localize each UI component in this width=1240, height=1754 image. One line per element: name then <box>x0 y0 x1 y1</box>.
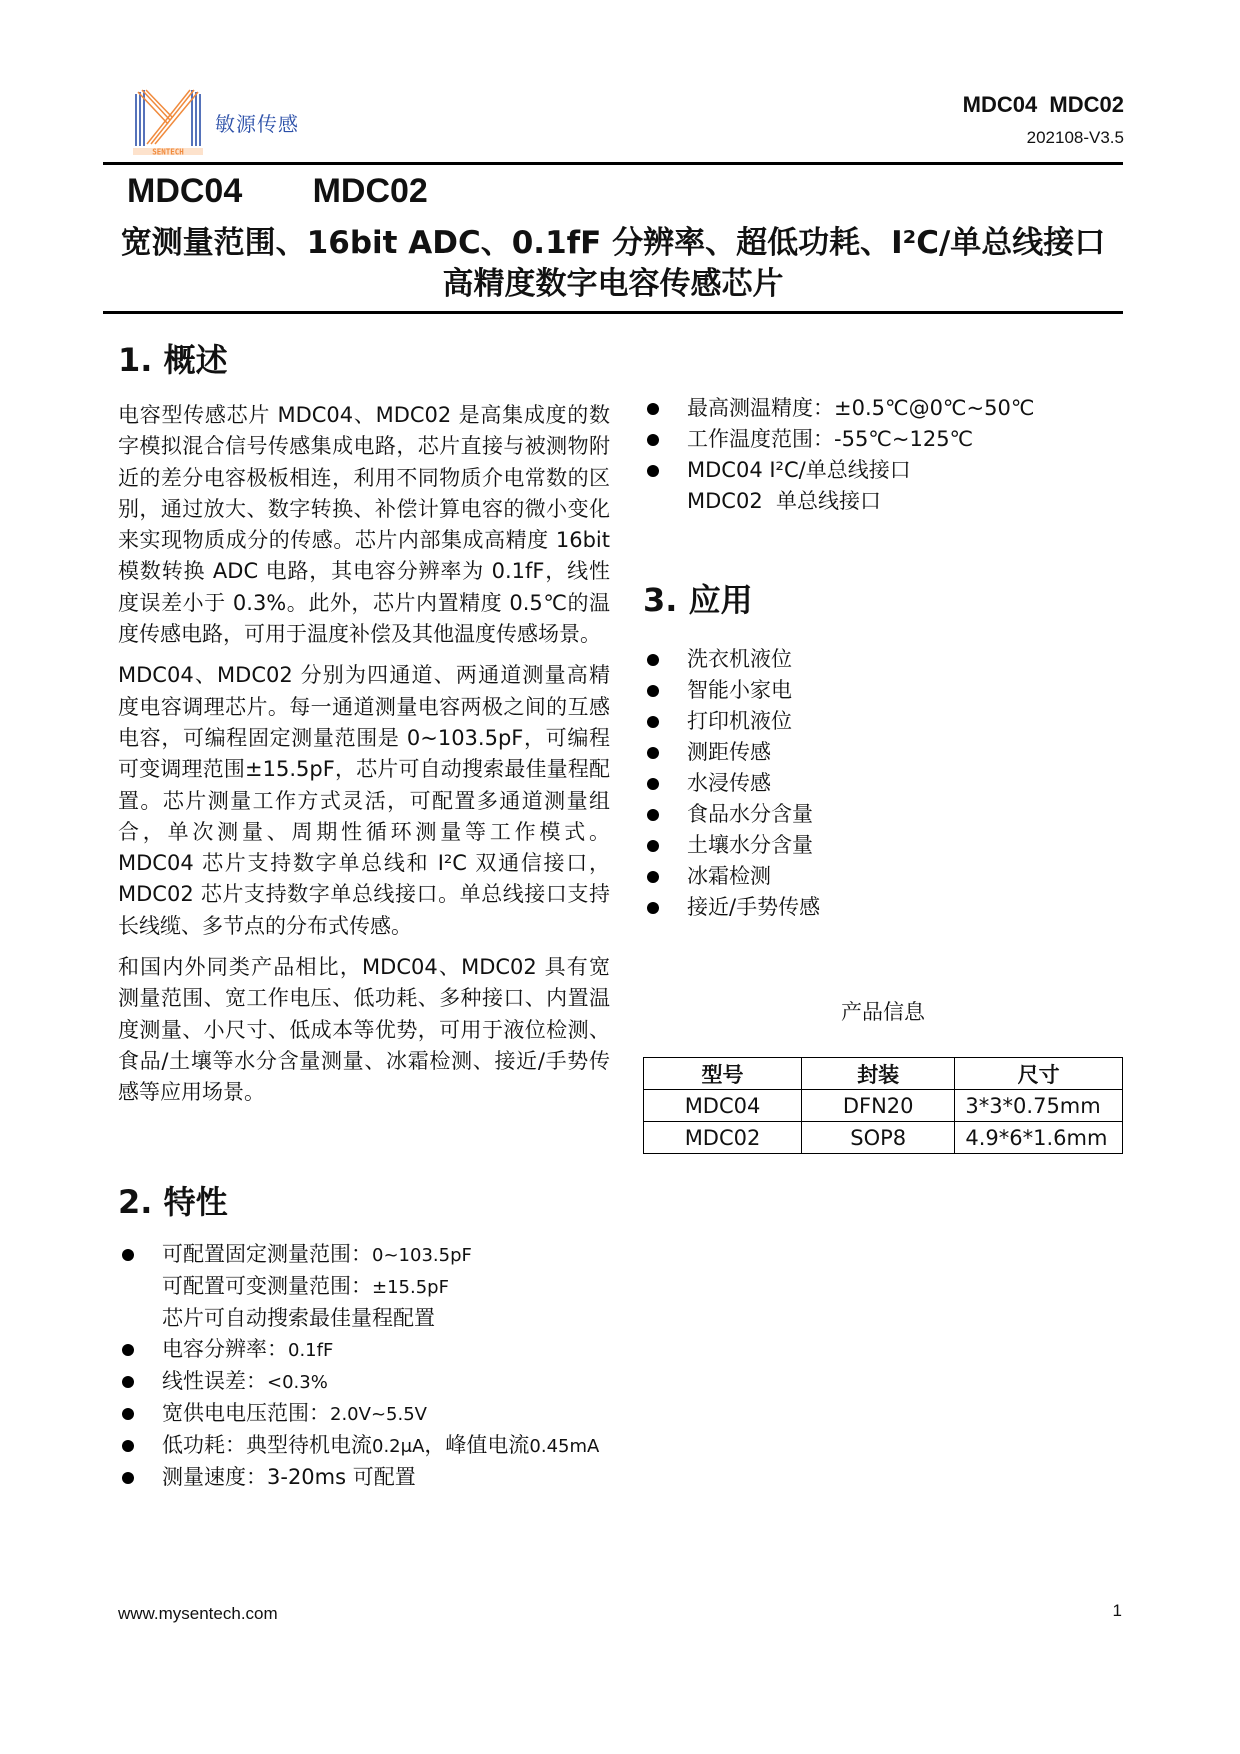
bullet-icon <box>647 465 659 477</box>
table-row <box>644 1090 1123 1122</box>
section-features-heading: 2. 特性 <box>118 1183 228 1221</box>
feature-item-interface: MDC04 I²C/单总线接口 MDC02 单总线接口 <box>643 455 1123 517</box>
bullet-icon <box>122 1344 134 1356</box>
bullet-icon <box>647 654 659 666</box>
title-subtitle: 宽测量范围、16bit ADC、0.1fF 分辨率、超低功耗、I²C/单总线接口 <box>120 225 1106 261</box>
bullet-icon <box>122 1408 134 1420</box>
feature-item-temp-accuracy: 最高测温精度：±0.5℃@0℃~50℃ <box>643 393 1123 424</box>
title-rule <box>103 311 1123 314</box>
bullet-icon <box>122 1249 134 1261</box>
cell-package: SOP8 <box>802 1122 955 1154</box>
application-item: 智能小家电 <box>643 675 1123 706</box>
title-models: MDC04 MDC02 <box>127 172 428 210</box>
application-item: 测距传感 <box>643 737 1123 768</box>
application-item: 土壤水分含量 <box>643 830 1123 861</box>
bullet-icon <box>647 747 659 759</box>
product-info-table <box>643 1057 1123 1154</box>
bullet-icon <box>647 716 659 728</box>
feature-item-power: 低功耗：典型待机电流0.2μA，峰值电流0.45mA <box>118 1430 638 1462</box>
column-header-size: 尺寸 <box>955 1058 1123 1090</box>
application-item: 食品水分含量 <box>643 799 1123 830</box>
feature-item-linearity: 线性误差：<0.3% <box>118 1366 638 1398</box>
feature-item-speed: 测量速度：3-20ms 可配置 <box>118 1462 638 1493</box>
bullet-icon <box>122 1472 134 1484</box>
company-logo <box>133 86 203 156</box>
cell-model: MDC04 <box>644 1090 802 1122</box>
application-item: 洗衣机液位 <box>643 644 1123 675</box>
overview-paragraph: 电容型传感芯片 MDC04、MDC02 是高集成度的数字模拟混合信号传感集成电路，芯片直接与被测物附近的差分电容极板相连，利用不同物质介电常数的区别，通过放大、数字转换、补偿计算电容的微小变化来实现物质成分的传感。芯片内部集成高精度 16bit 模数转换 ADC 电路，其电容分辨率为 0.1fF，线性度误差小于 0.3%。此外，芯片内置精度 0.5℃的温度传感电路，可用于温度补偿及其他温度传感场景。 <box>118 403 610 647</box>
footer-website-link[interactable]: www.mysentech.com <box>118 1604 278 1623</box>
applications-list <box>643 644 1123 923</box>
svg-text:SENTECH: SENTECH <box>152 147 184 156</box>
section-applications-heading: 3. 应用 <box>643 581 753 619</box>
overview-paragraph: MDC04、MDC02 分别为四通道、两通道测量高精度电容调理芯片。每一通道测量电容两极之间的互感电容，可编程固定测量范围是 0~103.5pF，可编程可变调理范围±15.5pF，芯片可自动搜索最佳量程配置。芯片测量工作方式灵活，可配置多通道测量组合，单次测量、周期性循环测量等工作模式。MDC04 芯片支持数字单总线和 I²C 双通信接口，MDC02 芯片支持数字单总线接口。单总线接口支持长线缆、多节点的分布式传感。 <box>118 663 610 938</box>
feature-item-range: 可配置固定测量范围：0~103.5pF 可配置可变测量范围：±15.5pF 芯片可自动搜索最佳量程配置 <box>118 1239 638 1334</box>
bullet-icon <box>647 809 659 821</box>
title-product-type: 高精度数字电容传感芯片 <box>442 266 784 302</box>
bullet-icon <box>647 403 659 415</box>
application-item: 接近/手势传感 <box>643 892 1123 923</box>
cell-size: 4.9*6*1.6mm <box>955 1122 1123 1154</box>
bullet-icon <box>647 685 659 697</box>
cell-package: DFN20 <box>802 1090 955 1122</box>
bullet-icon <box>647 871 659 883</box>
header-meta <box>963 92 1124 148</box>
bullet-icon <box>647 902 659 914</box>
application-item: 打印机液位 <box>643 706 1123 737</box>
column-header-model: 型号 <box>644 1058 802 1090</box>
table-row <box>644 1122 1123 1154</box>
bullet-icon <box>647 840 659 852</box>
features-list <box>118 1239 638 1493</box>
header-rule <box>103 162 1123 165</box>
cell-model: MDC02 <box>644 1122 802 1154</box>
bullet-icon <box>647 778 659 790</box>
company-name: 敏源传感 <box>215 112 299 136</box>
header-models: MDC04 MDC02 <box>962 92 1124 117</box>
overview-paragraph: 和国内外同类产品相比，MDC04、MDC02 具有宽测量范围、宽工作电压、低功耗、多种接口、内置温度测量、小尺寸、低成本等优势，可用于液位检测、食品/土壤等水分含量测量、冰霜检测、接近/手势传感等应用场景。 <box>118 955 610 1105</box>
column-header-package: 封装 <box>802 1058 955 1090</box>
bullet-icon <box>122 1376 134 1388</box>
bullet-icon <box>647 434 659 446</box>
header-version: 202108-V3.5 <box>1026 128 1124 147</box>
features-list-continued <box>643 393 1123 517</box>
page-number: 1 <box>1112 1601 1122 1620</box>
application-item: 水浸传感 <box>643 768 1123 799</box>
section-overview-heading: 1. 概述 <box>118 341 228 379</box>
feature-item-resolution: 电容分辨率：0.1fF <box>118 1334 638 1366</box>
logo-m-icon <box>133 86 203 156</box>
overview-body <box>118 400 610 1109</box>
cell-size: 3*3*0.75mm <box>955 1090 1123 1122</box>
product-info-caption: 产品信息 <box>841 1000 925 1024</box>
bullet-icon <box>122 1440 134 1452</box>
feature-item-voltage: 宽供电电压范围：2.0V~5.5V <box>118 1398 638 1430</box>
feature-item-temp-range: 工作温度范围：-55℃~125℃ <box>643 424 1123 455</box>
table-header-row <box>644 1058 1123 1090</box>
application-item: 冰霜检测 <box>643 861 1123 892</box>
